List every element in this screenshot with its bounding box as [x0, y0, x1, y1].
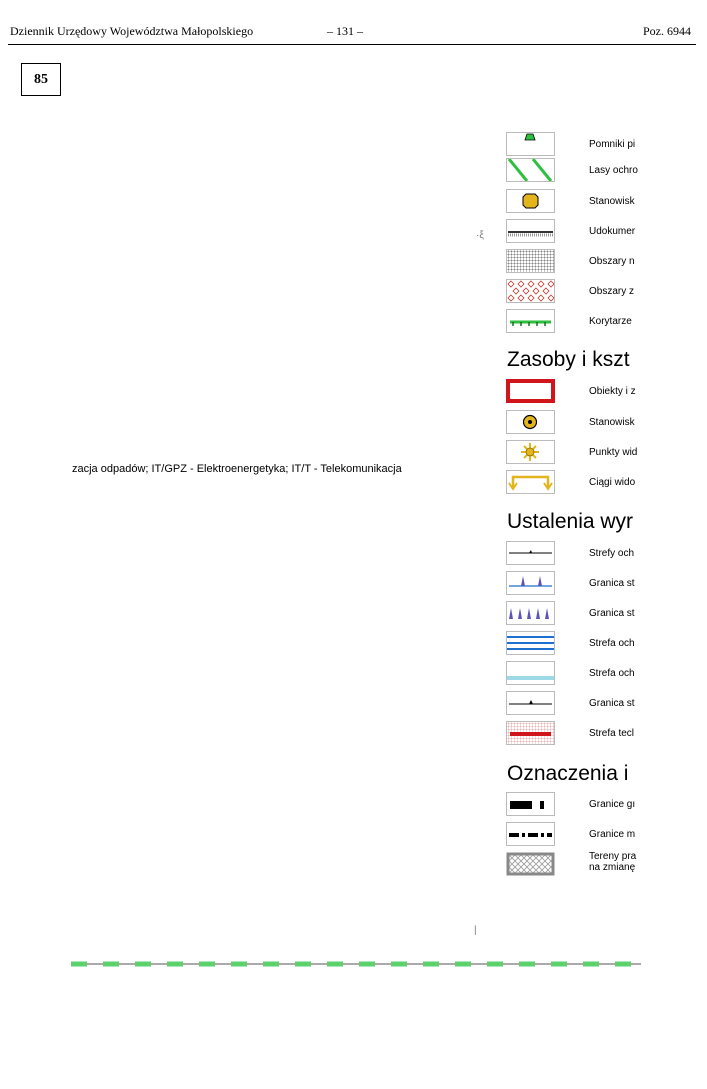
legend-row	[506, 470, 641, 496]
legend-row	[506, 279, 641, 305]
legend-label: Obiekty i z	[589, 386, 636, 397]
header-journal-title: Dziennik Urzędowy Województwa Małopolskiego	[10, 24, 254, 38]
legend-label: Strefa och	[589, 668, 635, 679]
legend-label: Korytarze	[589, 316, 632, 327]
sun-icon	[506, 440, 555, 464]
legend-label: Granice m	[589, 829, 636, 840]
legend-row	[506, 822, 641, 848]
legend-label: Granice gı	[589, 799, 636, 810]
green-dashed-boundary-line	[71, 961, 641, 967]
legend-row	[506, 631, 641, 657]
purple-spikes-icon	[506, 601, 555, 625]
legend-row	[506, 158, 641, 184]
legend-label: Ciągi wido	[589, 477, 636, 488]
legend-row	[506, 440, 641, 466]
header-page-number: – 131 –	[327, 24, 363, 38]
legend-label: Obszary n	[589, 256, 635, 267]
legend-row	[506, 792, 641, 818]
legend-label: Lasy ochro	[589, 165, 638, 176]
map-legend	[506, 130, 641, 890]
zone-line-icon	[506, 541, 555, 565]
legend-row	[506, 132, 641, 158]
circle-dot-icon	[506, 410, 555, 434]
dotted-area-icon	[506, 249, 555, 273]
legend-row	[506, 852, 641, 878]
legend-row	[506, 691, 641, 717]
protected-forest-hatch-icon	[506, 158, 555, 182]
legend-section-title: Oznaczenia i	[507, 762, 629, 785]
legend-row	[506, 410, 641, 436]
dash-dot-icon	[506, 822, 555, 846]
legend-label: Pomniki pi	[589, 139, 636, 150]
red-band-icon	[506, 721, 555, 745]
legend-label: Obszary z	[589, 286, 635, 297]
monument-triangle-icon	[506, 132, 555, 156]
legend-row	[506, 189, 641, 215]
site-octagon-icon	[506, 189, 555, 213]
blue-spikes-icon	[506, 571, 555, 595]
light-blue-line-icon	[506, 661, 555, 685]
legend-section-title: Ustalenia wyr	[507, 510, 634, 533]
dash-thick-icon	[506, 792, 555, 816]
legend-label: Udokumer	[589, 226, 636, 237]
legend-label: Stanowisk	[589, 417, 635, 428]
legend-row	[506, 541, 641, 567]
diamond-pattern-icon	[506, 279, 555, 303]
legend-row	[506, 309, 641, 335]
red-frame-icon	[506, 379, 555, 403]
map-label-text: zacja odpadów; IT/GPZ - Elektroenergetyka; IT/T - Telekomunikacja	[72, 463, 402, 475]
legend-label: Strefy och	[589, 548, 635, 559]
documented-line-icon	[506, 219, 555, 243]
legend-label: Strefa tecl	[589, 728, 635, 739]
legend-row	[506, 249, 641, 275]
legend-label: Tereny pra	[589, 851, 637, 862]
stray-mark: ·ξ	[476, 230, 484, 241]
stray-tick: |	[474, 925, 477, 936]
legend-row	[506, 661, 641, 687]
legend-row	[506, 379, 641, 405]
legend-row	[506, 721, 641, 747]
legend-label: Punkty wid	[589, 447, 638, 458]
boundary-tick-icon	[506, 691, 555, 715]
legend-label: Strefa och	[589, 638, 635, 649]
legend-label: Granica st	[589, 698, 635, 709]
legend-label-line2: na zmianę	[589, 862, 636, 873]
view-axis-icon	[506, 470, 555, 494]
legend-label: Granica st	[589, 578, 635, 589]
gray-crosshatch-icon	[506, 852, 555, 876]
page-box-number: 85	[21, 63, 61, 96]
legend-row	[506, 601, 641, 627]
corridor-line-icon	[506, 309, 555, 333]
legend-label: Granica st	[589, 608, 635, 619]
legend-row	[506, 219, 641, 245]
header-rule	[8, 44, 696, 45]
legend-row	[506, 571, 641, 597]
blue-triple-line-icon	[506, 631, 555, 655]
header-position: Poz. 6944	[643, 24, 691, 38]
legend-label: Stanowisk	[589, 196, 635, 207]
legend-section-title: Zasoby i kszt	[507, 348, 630, 371]
